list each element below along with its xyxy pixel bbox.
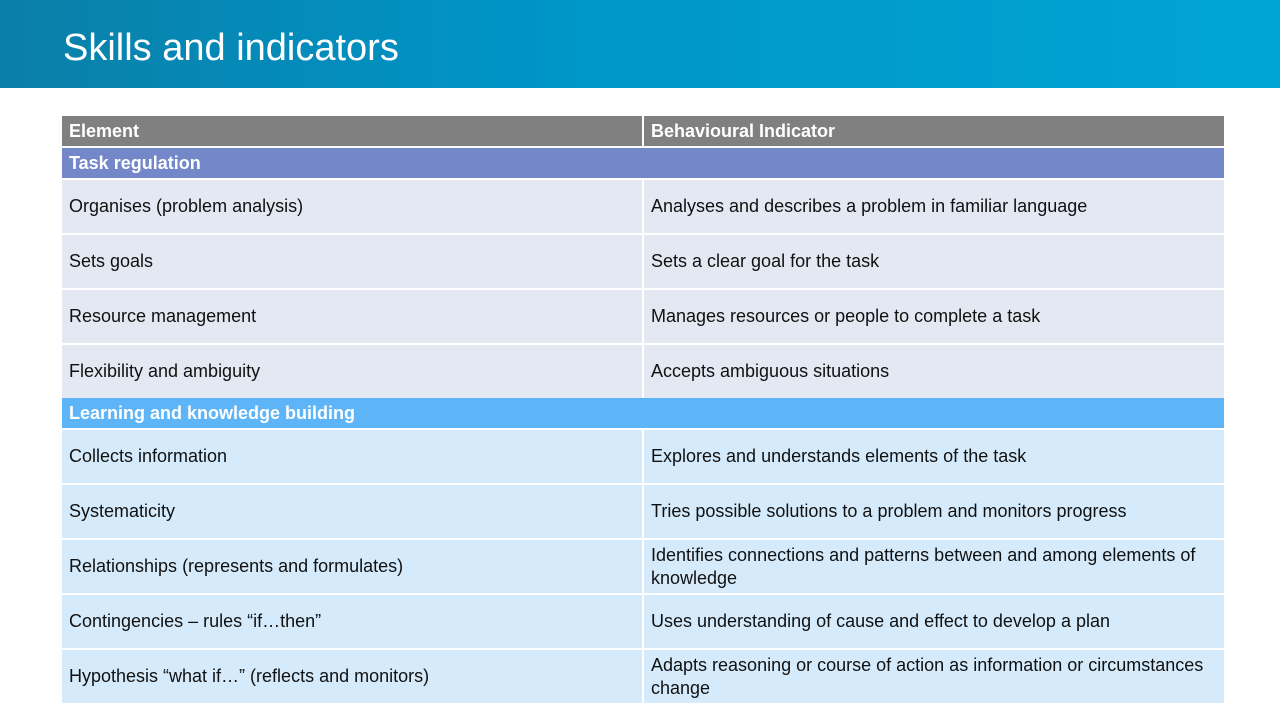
element-cell: Hypothesis “what if…” (reflects and monitors) xyxy=(62,649,643,703)
header-element: Element xyxy=(62,116,643,147)
element-cell: Organises (problem analysis) xyxy=(62,179,643,234)
table-row xyxy=(62,649,1224,703)
indicator-cell: Uses understanding of cause and effect to develop a plan xyxy=(643,594,1224,649)
indicator-cell: Sets a clear goal for the task xyxy=(643,234,1224,289)
indicator-cell: Adapts reasoning or course of action as information or circumstances change xyxy=(643,649,1224,703)
table-row xyxy=(62,289,1224,344)
table-row xyxy=(62,344,1224,398)
element-cell: Relationships (represents and formulates) xyxy=(62,539,643,594)
table-header-row xyxy=(62,116,1224,147)
table-row xyxy=(62,429,1224,484)
table-row xyxy=(62,539,1224,594)
page-title: Skills and indicators xyxy=(63,27,399,69)
table-row xyxy=(62,594,1224,649)
indicator-cell: Explores and understands elements of the task xyxy=(643,429,1224,484)
section-label: Task regulation xyxy=(62,147,1224,179)
table-row xyxy=(62,484,1224,539)
indicator-cell: Identifies connections and patterns between and among elements of knowledge xyxy=(643,539,1224,594)
section-label: Learning and knowledge building xyxy=(62,398,1224,429)
indicator-cell: Accepts ambiguous situations xyxy=(643,344,1224,398)
element-cell: Flexibility and ambiguity xyxy=(62,344,643,398)
section-row-task-regulation xyxy=(62,147,1224,179)
indicator-cell: Analyses and describes a problem in familiar language xyxy=(643,179,1224,234)
element-cell: Contingencies – rules “if…then” xyxy=(62,594,643,649)
element-cell: Resource management xyxy=(62,289,643,344)
element-cell: Collects information xyxy=(62,429,643,484)
indicator-cell: Tries possible solutions to a problem and monitors progress xyxy=(643,484,1224,539)
element-cell: Systematicity xyxy=(62,484,643,539)
section-row-learning-and-knowledge-building xyxy=(62,398,1224,429)
title-banner xyxy=(0,0,1280,88)
table-row xyxy=(62,234,1224,289)
element-cell: Sets goals xyxy=(62,234,643,289)
indicator-cell: Manages resources or people to complete a task xyxy=(643,289,1224,344)
header-behavioural-indicator: Behavioural Indicator xyxy=(643,116,1224,147)
table-row xyxy=(62,179,1224,234)
skills-table xyxy=(62,116,1224,703)
